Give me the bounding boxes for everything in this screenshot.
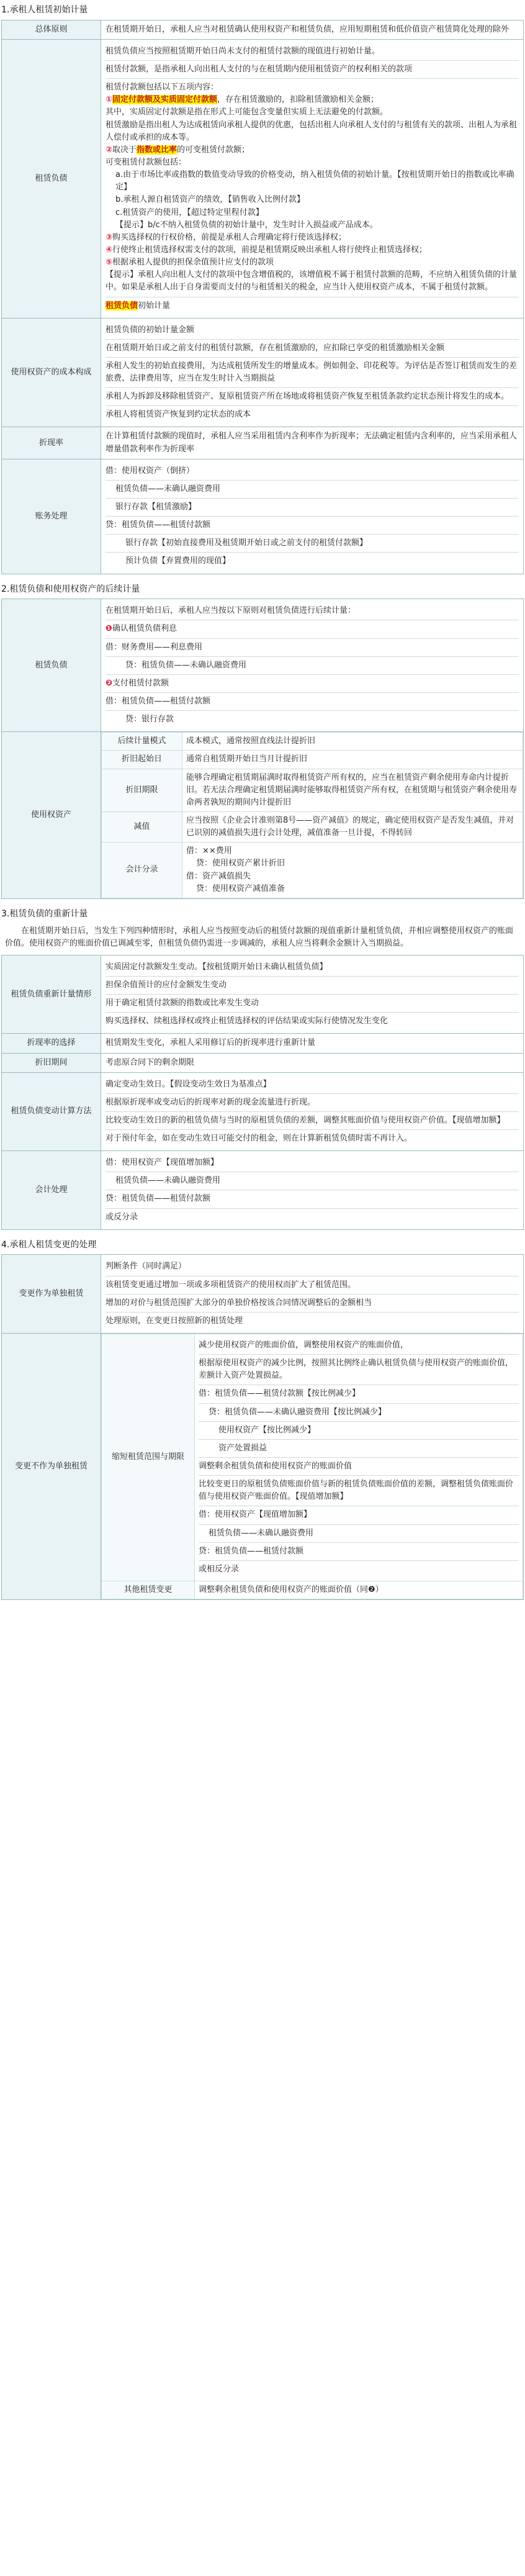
narrow-a2: 根据原使用权资产的减少比例，按照其比例终止确认租赁负债与使用权资产的账面价值，差额计入资产处置损益。 [199, 1354, 519, 1385]
method-content [101, 1072, 524, 1151]
liability-items [105, 78, 519, 296]
liability-p5 [105, 297, 519, 315]
method-2: 根据原折现率或变动后的折现率对新的现金流量进行折现。 [105, 1093, 519, 1111]
overall-text: 在租赁期开始日，承租人应当对租赁确认使用权资产和租赁负债，应用短期租赁和低价值资产租赁简化处理的除外 [101, 20, 524, 39]
s3-entry-l2: 租赁负债——未确认融资费用 [105, 1172, 519, 1190]
start-label: 折旧起始日 [102, 751, 182, 769]
liability-p2: 租赁付款额，是指承租人向出租人支付的与在租赁期内使用租赁资产的权利相关的款项 [105, 60, 519, 78]
s3-entry-l4: 或反分录 [105, 1208, 519, 1226]
s3-period-text: 考虑原合同下的剩余期限 [101, 1053, 524, 1072]
s2-liability-row [2, 599, 524, 732]
s3-period-label: 折旧期间 [2, 1053, 101, 1072]
separate-row [2, 1255, 524, 1334]
rou-content [101, 318, 524, 427]
item-3-mark: ③ [105, 232, 113, 242]
item-2-post: 的可变租赁付款额； [177, 145, 250, 155]
entry-e1: 借：××费用 [186, 846, 232, 856]
after-text: 成本模式，通常按照直线法计提折旧 [182, 733, 523, 751]
s3-entry-row [2, 1151, 524, 1230]
separate-content [101, 1255, 524, 1334]
entry-e3: 借：资产减值损失 [186, 871, 251, 881]
method-3: 比较变动生效日的新的租赁负债与当时的原租赁负债的差额，调整其账面价值与使用权资产价值。【现值增加额】 [105, 1111, 519, 1129]
liability-p5-em: 租赁负债 [105, 301, 138, 310]
liability-p5-post: 初始计量 [138, 301, 171, 310]
entry-row [102, 843, 523, 898]
s2-liability-l4: 贷：银行存款 [105, 710, 519, 728]
method-label: 租赁负债变动计算方法 [2, 1072, 101, 1151]
item-1-em: 固定付款额及实质固定付款额 [112, 95, 218, 105]
narrow-a5: 使用权资产【按比例减少】 [199, 1421, 519, 1439]
item-2 [105, 144, 519, 156]
item-3 [105, 232, 519, 244]
account-label: 账务处理 [2, 459, 101, 574]
case-4: 购买选择权、续租选择权或终止租赁选择权的评估结果或实际行使情况发生变化 [105, 1012, 519, 1030]
nonseparate-content [101, 1334, 524, 1600]
other-row [102, 1581, 523, 1599]
account-l6: 预计负债【弃置费用的现值】 [105, 552, 519, 570]
nonseparate-row [2, 1334, 524, 1600]
variable-b: b.承租人源自租赁资产的绩效，【销售收入比例付款】 [115, 195, 305, 205]
narrow-a3: 借：租赁负债——租赁付款额【按比例减少】 [199, 1385, 519, 1403]
cases-label: 租赁负债重新计量情形 [2, 955, 101, 1034]
s3-entry-l3: 贷：租赁负债——租赁付款额 [105, 1190, 519, 1208]
s2-liability-p3-text: 支付租赁付款额 [112, 678, 169, 688]
item-4 [105, 244, 519, 256]
narrow-a1: 减少使用权资产的账面价值，调整使用权资产的账面价值， [199, 1340, 409, 1350]
entry-content [182, 843, 523, 898]
s2-liability-l1: 借：财务费用——利息费用 [105, 638, 519, 656]
after-row [102, 733, 523, 751]
s3-entry-label: 会计处理 [2, 1151, 101, 1230]
rate-text: 在计算租赁付款额的现值时，承租人应当采用租赁内含利率作为折现率；无法确定租赁内含利率的，应当采用承租人增量借款利率作为折现率 [101, 427, 524, 459]
impair-text: 应当按照《企业会计准则第8号——资产减值》的规定，确定使用权资产是否发生减值，并对已识别的减值损失进行会计处理，减值准备一旦计提，不得转回 [182, 811, 523, 842]
s2-liability-label: 租赁负债 [2, 599, 101, 732]
variable-a: a.由于市场比率或指数的数值变动导致的价格变动，纳入租赁负债的初始计量。【按租赁期开始日的指数或比率确定】 [115, 170, 514, 192]
choice-text: 租赁期发生变化，承租人采用修订后的折现率进行重新计量 [101, 1034, 524, 1053]
nonseparate-inner [101, 1334, 523, 1599]
rou-p3: 承租人发生的初始直接费用，为达成租赁所发生的增量成本。例如佣金、印花税等。为评估是否签订租赁而发生的差旅费、法律费用等，应当在发生时计入当期损益 [105, 357, 519, 387]
choice-row [2, 1034, 524, 1053]
entry-label: 会计分录 [102, 843, 182, 898]
narrow-a4: 贷：租赁负债——未确认融资费用【按比例减少】 [199, 1403, 519, 1421]
s2-liability-p1: 在租赁期开始日后，承租人应当按以下原则对租赁负债进行后续计量： [105, 606, 356, 616]
after-label: 后续计量模式 [102, 733, 182, 751]
account-content [101, 459, 524, 574]
overall-label: 总体原则 [2, 20, 101, 39]
period-text: 能够合理确定租赁期届满时取得租赁资产所有权的，应当在租赁资产剩余使用寿命内计提折旧。若无法合理确定租赁期届满时能够取得租赁资产所有权，在租赁期与租赁资产剩余使用寿命两者孰短的期间内计提折旧 [182, 769, 523, 811]
variable-c: c.租赁资产的使用，【超过特定里程付款】 [115, 207, 264, 217]
s2-mark-1: ❶ [105, 624, 113, 634]
rou-p4: 承租人为拆卸及移除租赁资产、复原租赁资产所在场地或将租赁资产恢复至租赁条款约定状态预计将发生的成本。 [105, 387, 519, 405]
narrow-a6: 资产处置损益 [199, 1439, 519, 1457]
s3-intro: 在租赁期开始日后，当发生下列四种情形时，承租人应当按照变动后的租赁付款额的现值重新计量租赁负债，并相应调整使用权资产的账面价值。使用权资产的账面价值已调减至零，但租赁负债仍需进一步调减的，承租人应当将剩余金额计入当期损益。 [5, 926, 514, 948]
section-3-table [1, 955, 524, 1230]
rate-row [2, 427, 524, 459]
rou-p5: 承租人将租赁资产恢复到约定状态的成本 [105, 405, 519, 423]
separate-label: 变更作为单独租赁 [2, 1255, 101, 1334]
narrow-a9: 借：使用权资产【现值增加额】 [199, 1506, 519, 1524]
period-label: 折旧期限 [102, 769, 182, 811]
s2-liability-p2-text: 确认租赁负债利息 [112, 624, 177, 634]
item-1-post: ，存在租赁激励的，扣除租赁激励相关金额； [217, 95, 379, 105]
rou-p2: 在租赁期开始日或之前支付的租赁付款额，存在租赁激励的，应扣除已享受的租赁激励相关金额 [105, 339, 519, 357]
separate-p4: 处理原则，在变更日按照新的租赁处理 [105, 1312, 519, 1330]
entry-e2: 贷：使用权资产累计折旧 [196, 859, 285, 869]
cases-content [101, 955, 524, 1034]
start-text: 通常自租赁期开始日当月计提折旧 [182, 751, 523, 769]
case-2: 担保余值预计的应付金额发生变动 [105, 976, 519, 994]
entry-e4: 贷：使用权资产减值准备 [196, 884, 285, 893]
section-1-title: 1.承租人租赁初始计量 [1, 5, 88, 15]
narrow-a11: 贷：租赁负债——租赁付款额 [199, 1542, 519, 1560]
impair-row [102, 811, 523, 842]
account-row [2, 459, 524, 574]
item-1-note: 其中，实质固定付款额是指在形式上可能包含变量但实质上无法避免的付款额。 [105, 107, 388, 117]
account-l2: 租赁负债——未确认融资费用 [105, 480, 519, 498]
narrow-a8: 比较变更日的原租赁负债账面价值与新的租赁负债账面价值的差额，调整租赁负债账面价值与使用权资产账面价值。【现值增加额】 [199, 1475, 519, 1506]
item-5-text: 根据承租人提供的担保余值预计应支付的款项 [112, 258, 274, 268]
liability-p1: 租赁负债应当按照租赁期开始日尚未支付的租赁付款额的现值进行初始计量。 [105, 46, 380, 56]
nonseparate-label: 变更不作为单独租赁 [2, 1334, 101, 1600]
liability-label: 租赁负债 [2, 39, 101, 318]
account-l5: 银行存款【初始直接费用及租赁期开始日或之前支付的租赁付款额】 [105, 534, 519, 552]
account-l4: 贷：租赁负债——租赁付款额 [105, 516, 519, 534]
item-2-mark: ② [105, 145, 113, 155]
item-2-pre: 取决于 [112, 145, 137, 155]
s3-entry-content [101, 1151, 524, 1230]
item-2-em: 指数或比率 [137, 145, 177, 155]
separate-p2: 该租赁变更通过增加一项或多项租赁资产的使用权而扩大了租赁范围。 [105, 1276, 519, 1294]
tip-1: 【提示】b/c不纳入租赁负债的初始计量中，发生时计入损益或产品成本。 [115, 220, 378, 230]
case-3: 用于确定租赁付款额的指数或比率发生变动 [105, 994, 519, 1012]
rate-label: 折现率 [2, 427, 101, 459]
item-1-mark: ① [105, 95, 113, 105]
s2-rou-content [101, 732, 524, 899]
choice-label: 折现率的选择 [2, 1034, 101, 1053]
section-4-table [1, 1254, 524, 1600]
s2-liability-content [101, 599, 524, 732]
period-row [102, 769, 523, 811]
case-1: 实质固定付款额发生变动。【按租赁期开始日未确认租赁负债】 [105, 962, 328, 972]
tip-2: 【提示】承租人向出租人支付的款项中包含增值税的，该增值税不属于租赁付款额的范畴，不应纳入租赁负债的计量中。如果是承租人出于自身需要而支付的与租赁相关的税金，应当计入使用权资产成本，不属于租赁付款额。 [105, 270, 518, 292]
narrow-content [195, 1334, 523, 1581]
account-l1: 借：使用权资产（倒挤） [105, 466, 195, 476]
rou-p1: 租赁负债的初始计量金额 [105, 325, 195, 335]
liability-content [101, 39, 524, 318]
method-4: 对于预付年金，如在变动生效日可能交付的租金，则在计算新租赁负债时需不再计入。 [105, 1129, 519, 1147]
item-5 [105, 256, 519, 269]
section-3-title: 3.租赁负债的重新计量 [1, 908, 88, 919]
s2-liability-l3: 借：租赁负债——租赁付款额 [105, 692, 519, 710]
rou-row [2, 318, 524, 427]
item-4-text: 行使终止租赁选择权需支付的款项，前提是租赁期反映出承租人将行使终止租赁选择权； [112, 245, 428, 255]
start-row [102, 751, 523, 769]
s2-rou-inner [101, 732, 523, 898]
narrow-row [102, 1334, 523, 1581]
s2-rou-label: 使用权资产 [2, 732, 101, 899]
s2-rou-row [2, 732, 524, 899]
s2-liability-p2 [105, 620, 519, 638]
cases-row [2, 955, 524, 1034]
other-text: 调整剩余租赁负债和使用权资产的账面价值（同❷） [195, 1581, 523, 1599]
section-2-table [1, 599, 524, 899]
other-label: 其他租赁变更 [102, 1581, 195, 1599]
rou-label: 使用权资产的成本构成 [2, 318, 101, 427]
item-3-text: 购买选择权的行权价格，前提是承租人合理确定将行使该选择权； [112, 232, 347, 242]
section-4-title: 4.承租人租赁变更的处理 [1, 1239, 97, 1250]
narrow-label: 缩短租赁范围与期限 [102, 1334, 195, 1581]
s3-period-row [2, 1053, 524, 1072]
s2-liability-l2: 贷：租赁负债——未确认融资费用 [105, 656, 519, 674]
item-5-mark: ⑤ [105, 258, 113, 268]
liability-p4: 可变租赁付款额包括： [105, 157, 187, 167]
s3-entry-l1: 借：使用权资产【现值增加额】 [105, 1158, 219, 1168]
s2-mark-2: ❷ [105, 678, 113, 688]
method-1: 确定变动生效日。【假设变动生效日为基准点】 [105, 1079, 271, 1089]
separate-p1: 判断条件（同时满足） [105, 1262, 187, 1272]
section-1-table [1, 20, 524, 574]
section-2-title: 2.租赁负债和使用权资产的后续计量 [1, 584, 140, 594]
narrow-a7: 调整剩余租赁负债和使用权资产的账面价值 [199, 1457, 519, 1475]
impair-label: 减值 [102, 811, 182, 842]
s2-liability-p3 [105, 674, 519, 692]
item-4-mark: ④ [105, 245, 113, 255]
overall-row [2, 20, 524, 39]
method-row [2, 1072, 524, 1151]
separate-p3: 增加的对价与租赁范围扩大部分的单独价格按该合同情况调整后的金额相当 [105, 1294, 519, 1312]
liability-row [2, 39, 524, 318]
item-1-note2: 租赁激励是指出租人为达成租赁向承租人提供的优惠，包括出租人向承租人支付的与租赁有关的款项、出租人为承租人偿付或承担的成本等。 [105, 120, 518, 142]
narrow-a12: 或相反分录 [199, 1560, 519, 1578]
account-l3: 银行存款【租赁激励】 [105, 498, 519, 516]
liability-p3: 租赁付款额包括以下五项内容： [105, 83, 219, 93]
item-1 [105, 94, 519, 106]
narrow-a10: 租赁负债——未确认融资费用 [199, 1524, 519, 1542]
